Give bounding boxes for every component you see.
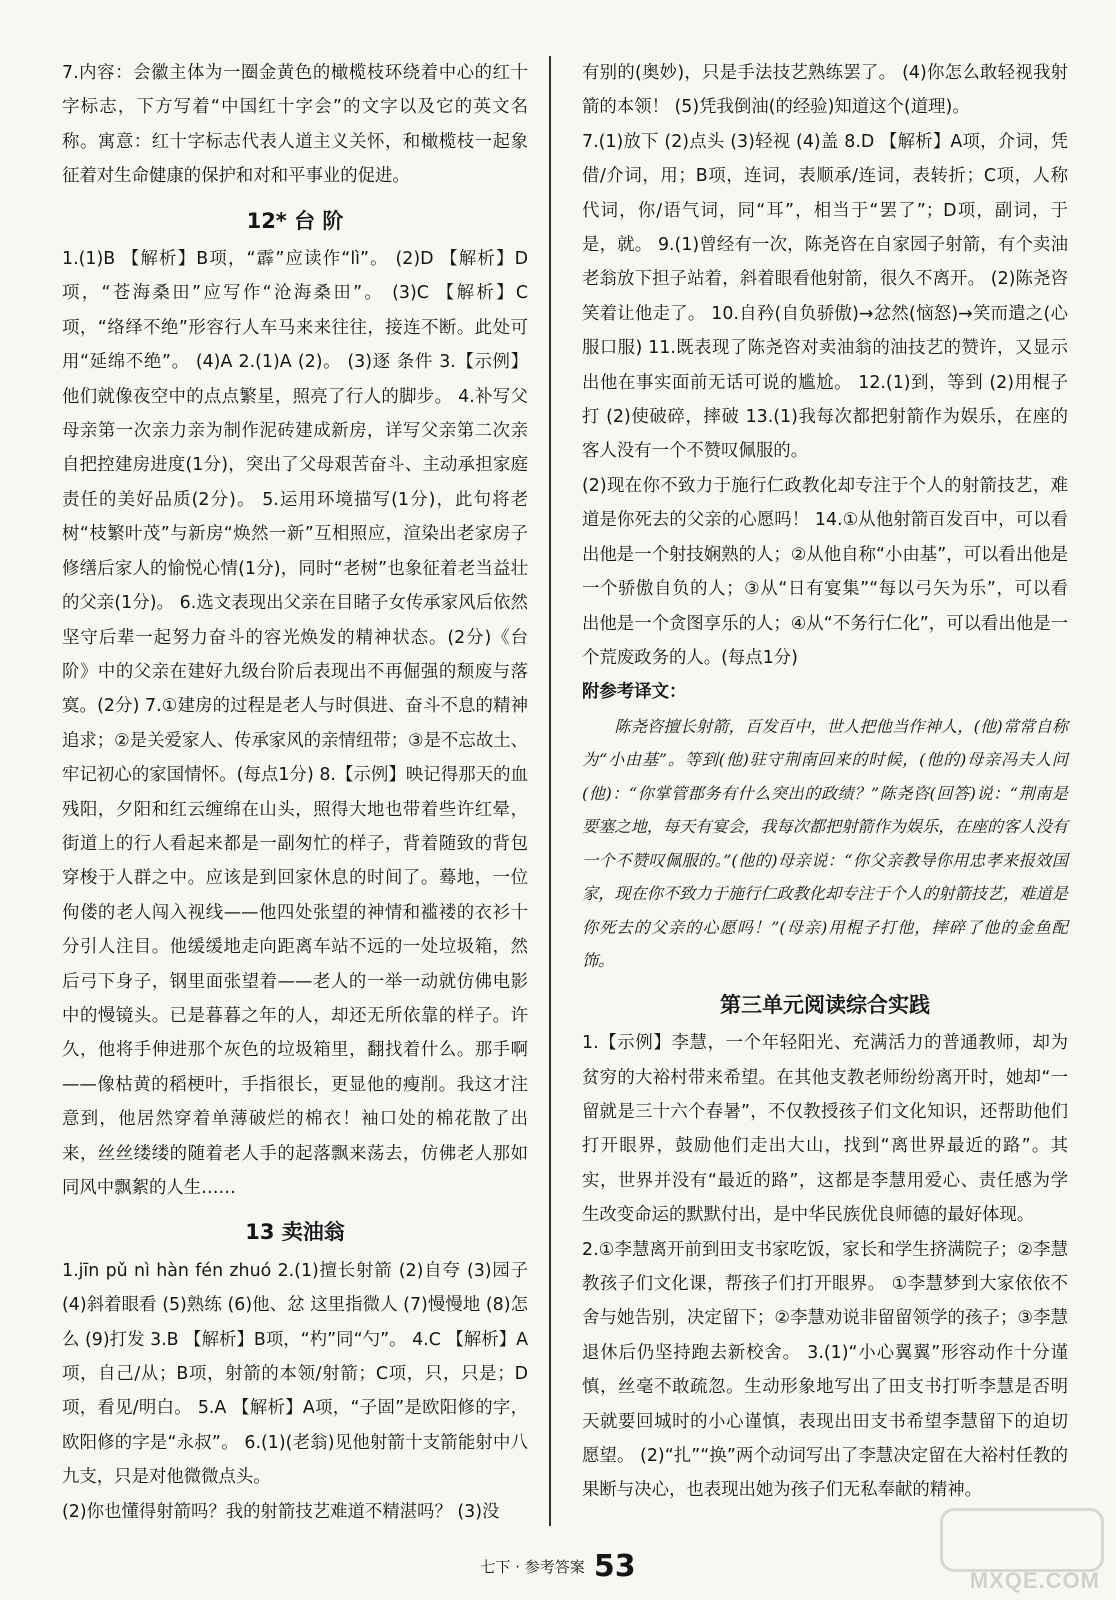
page-number: 53 — [593, 1549, 636, 1584]
answer-paragraph: (2)现在你不致力于施行仁政教化却专注于个人的射箭技艺，难道是你死去的父亲的心愿吗！ 14.①从他射箭百发百中，可以看出他是一个射技娴熟的人；②从他自称“小由基”，可以看出他是一个骄傲自负的人；③从“日有宴集”“每以弓矢为乐”，可以看出他是一个贪图享乐的人；④从“不务行仁化”，可以看出他是一个荒废政务的人。(每点1分) — [582, 475, 1068, 668]
answer-paragraph: (2)你也懂得射箭吗？我的射箭技艺难道不精湛吗？ (3)没 — [62, 1501, 500, 1522]
section-heading: 13 卖油翁 — [245, 1220, 345, 1245]
answer-paragraph: 2.①李慧离开前到田支书家吃饭，家长和学生挤满院子；②李慧教孩子们文化课，帮孩子们打开眼界。 ①李慧梦到大家依依不舍与她告别，决定留下；②李慧劝说非留留领学的孩子；③李慧退休后仍坚持跑去新校舍。 3.(1)“小心翼翼”形容动作十分谨慎，丝毫不敢疏忽。生动形象地写出了田支书打听李慧是否明天就要回城时的小心谨慎，表现出田支书希望李慧留下的迫切愿望。 (2)“扎”“换”两个动词写出了李慧决定留在大裕村任教的果断与决心，也表现出她为孩子们无私奉献的精神。 — [582, 1239, 1068, 1501]
answer-paragraph: 1.jīn pǔ nì hàn fén zhuó 2.(1)擅长射箭 (2)自夸 (3)园子 (4)斜着眼看 (5)熟练 (6)他、忿 这里指微人 (7)慢慢地 (8)怎么 (9)打发 3.B 【解析】B项，“杓”同“勺”。 4.C 【解析】A项，自己/从；B项，射箭的本领/射箭；C项，只，只是；D项，看见/明白。 5.A 【解析】A项，“子固”是欧阳修的字，欧阳修的字是“永叔”。 6.(1)(老翁)见他射箭十支箭能射中八九支，只是对他微微点头。 — [62, 1260, 528, 1488]
watermark-logo — [944, 1508, 1104, 1594]
left-column — [62, 56, 528, 1529]
answer-paragraph: 7.(1)放下 (2)点头 (3)轻视 (4)盖 8.D 【解析】A项，介词，凭借/介词，用；B项，连词，表顺承/连词，表转折；C项，人称代词，你/语气词，同“耳”，相当于“罢了”；D项，副词，于是，就。 9.(1)曾经有一次，陈尧咨在自家园子射箭，有个卖油老翁放下担子站着，斜着眼看他射箭，很久不离开。 (2)陈尧咨笑着让他走了。 10.自矜(自负骄傲)→忿然(恼怒)→笑而遣之(心服口服) 11.既表现了陈尧咨对卖油翁的油技艺的赞许，又显示出他在事实面前无话可说的尴尬。 12.(1)到，等到 (2)用棍子打 (2)使破碎，摔破 13.(1)我每次都把射箭作为娱乐，在座的客人没有一个不赞叹佩服的。 — [582, 131, 1068, 462]
watermark-frame — [940, 1508, 1104, 1572]
watermark-site: MXQE.COM — [969, 1568, 1100, 1593]
answer-paragraph: 1.【示例】李慧，一个年轻阳光、充满活力的普通教师，却为贫穷的大裕村带来希望。在其他支教老师纷纷离开时，她却“一留就是三十六个春暑”，不仅教授孩子们文化知识，还帮助他们打开眼界，鼓励他们走出大山，找到“离世界最近的路”。其实，世界并没有“最近的路”，这都是李慧用爱心、责任感为学生改变命运的默默付出，是中华民族优良师德的最好体现。 — [582, 1033, 1068, 1226]
section-heading: 第三单元阅读综合实践 — [720, 992, 930, 1017]
reference-translation: 陈尧咨擅长射箭，百发百中，世人把他当作神人，(他)常常自称为“小由基”。等到(他)驻守荆南回来的时候，(他的)母亲冯夫人问(他)：“你掌管郡务有什么突出的政绩？”陈尧咨(回答)说：“荆南是要塞之地，每天有宴会，我每次都把射箭作为娱乐，在座的客人没有一个不赞叹佩服的。”(他的)母亲说：“你父亲教导你用忠孝来报效国家，现在你不致力于施行仁政教化却专注于个人的射箭技艺，难道是你死去的父亲的心愿吗！”(母亲)用棍子打他，摔碎了他的金鱼配饰。 — [582, 716, 1068, 971]
answer-paragraph: 1.(1)B 【解析】B项，“霹”应读作“lì”。 (2)D 【解析】D项，“苍海桑田”应写作“沧海桑田”。 (3)C 【解析】C项，“络绎不绝”形容行人车马来来往往，接连不断。此处可用“延绵不绝”。 (4)A 2.(1)A (2)。 (3)逐 条件 3.【示例】他们就像夜空中的点点繁星，照亮了行人的脚步。 4.补写父母亲第一次亲力亲为制作泥砖建成新房，详写父亲第二次亲自把控建房进度(1分)，突出了父母艰苦奋斗、主动承担家庭责任的美好品质(2分)。 5.运用环境描写(1分)，此句将老树“枝繁叶茂”与新房“焕然一新”互相照应，渲染出老家房子修缮后家人的愉悦心情(1分)，同时“老树”也象征着老当益壮的父亲(1分)。 6.选文表现出父亲在目睹子女传承家风后依然坚守后辈一起努力奋斗的容光焕发的精神状态。(2分)《台阶》中的父亲在建好九级台阶后表现出不再倔强的颓废与落寞。(2分) 7.①建房的过程是老人与时俱进、奋斗不息的精神追求；②是关爱家人、传承家风的亲情纽带；③是不忘故土、牢记初心的家国情怀。(每点1分) 8.【示例】映记得那天的血残阳，夕阳和红云缠绵在山头，照得大地也带着些许红晕，街道上的行人看起来都是一副匆忙的样子，背着随致的背包穿梭于人群之中。应该是到回家休息的时间了。蓦地，一位佝偻的老人闯入视线——他四处张望的神情和褴褛的衣衫十分引人注目。他缓缓地走向距离车站不远的一处垃圾箱，然后弓下身子，钢里面张望着——老人的一举一动就仿佛电影中的慢镜头。已是暮暮之年的人，却还无所依靠的样子。许久，他将手伸进那个灰色的垃圾箱里，翻找着什么。那手啊——像枯黄的稻梗叶，手指很长，更显他的瘦削。我这才注意到，他居然穿着单薄破烂的棉衣！袖口处的棉花散了出来，丝丝缕缕的随着老人手的起落飘来荡去，仿佛老人那如同风中飘絮的人生…… — [62, 249, 528, 1198]
translation-label: 附参考译文： — [582, 682, 687, 703]
column-divider — [549, 56, 551, 1526]
footer-label: 七下 · 参考答案 — [480, 1558, 585, 1576]
right-column — [582, 56, 1068, 1508]
answer-paragraph: 7.内容：会徽主体为一圈金黄色的橄榄枝环绕着中心的红十字标志，下方写着“中国红十字会”的文字以及它的英文名称。寓意：红十字标志代表人道主义关怀，和橄榄枝一起象征着对生命健康的保护和对和平事业的促进。 — [62, 63, 528, 187]
section-heading: 12* 台 阶 — [246, 208, 344, 233]
answer-paragraph: 有别的(奥妙)，只是手法技艺熟练罢了。 (4)你怎么敢轻视我射箭的本领！ (5)凭我倒油(的经验)知道这个(道理)。 — [582, 63, 1068, 118]
